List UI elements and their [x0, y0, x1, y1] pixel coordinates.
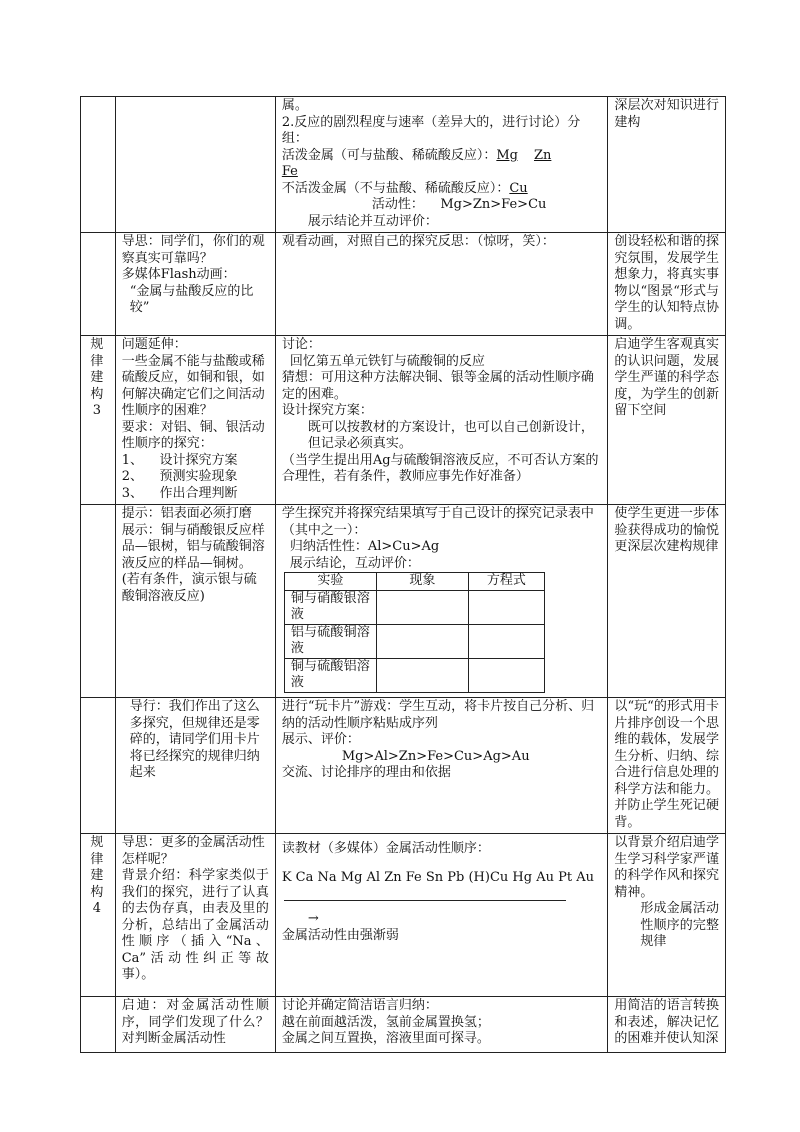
- equation-cell: [468, 658, 544, 692]
- table-row: [81, 834, 726, 997]
- observation-cell: [376, 658, 468, 692]
- text-line: 讨论并确定简洁语言归纳：: [281, 998, 438, 1013]
- text-line: 启迪学生客观真实的认识问题，发展学生严谨的科学态度，为学生的创新留下空间: [614, 337, 719, 418]
- column-header: 现象: [376, 573, 468, 591]
- metal-activity-series: K Ca Na Mg Al Zn Fe Sn Pb (H)Cu Hg Au Pt Au: [281, 869, 594, 885]
- text-line: 形成金属活动性顺序的完整规律: [640, 901, 719, 949]
- column-header: 方程式: [468, 573, 544, 591]
- text-line: 提示：铝表面必须打磨: [121, 506, 252, 521]
- equation-cell: [468, 590, 544, 624]
- text-line: “金属与盐酸反应的比较”: [129, 283, 254, 315]
- design-intent-cell: [608, 997, 726, 1053]
- text-line: [282, 164, 602, 181]
- text-line: 进行“玩卡片”游戏：学生互动，将卡片按自己分析、归纳的活动性顺序粘贴成序列: [281, 699, 595, 731]
- text-line: 猜想：可用这种方法解决铜、银等金属的活动性顺序确定的困难。: [281, 370, 594, 402]
- text-line: 既可以按教材的方案设计，也可以自己创新设计，但记录必须真实。: [307, 419, 594, 451]
- text-line: 属。: [281, 98, 308, 113]
- text-fragment: 活泼金属（可与盐酸、稀硫酸反应）：: [281, 147, 497, 163]
- text-line: 金属之间互置换，溶液里面可探寻。: [281, 1031, 490, 1046]
- student-activity-cell: [275, 698, 608, 834]
- text-line: 使学生更进一步体验获得成功的愉悦更深层次建构规律: [614, 506, 719, 554]
- observation-cell: [376, 590, 468, 624]
- text-line: 交流、讨论排序的理由和依据: [281, 765, 451, 780]
- student-activity-cell: [275, 336, 608, 505]
- teacher-activity-cell: [115, 233, 275, 336]
- stage-cell: [81, 997, 116, 1053]
- text-line: 导思：更多的金属活动性怎样呢？: [121, 835, 265, 867]
- text-line: 设计探究方案：: [281, 403, 373, 418]
- text-line: 以“玩“的形式用卡片排序创设一个思维的载体，发展学生分析、归纳、综合进行信息处理的科学方法和能力。并防止学生死记硬背。: [614, 699, 719, 830]
- text-line: 以背景介绍启迪学生学习科学家严谨的科学作风和探究精神。: [614, 835, 719, 900]
- text-line: 背景介绍：科学家类似于我们的探究，进行了认真的去伪存真，由表及里的分析，总结出了金属活动性顺序（插入“Na、Ca”活动性纠正等故事）。: [121, 868, 269, 982]
- text-line: 1、 设计探究方案: [121, 452, 238, 468]
- record-table-row: [284, 658, 544, 692]
- design-intent-cell: [608, 336, 726, 505]
- text-line: 展示结论并互动评价：: [307, 213, 438, 229]
- stage-label: 规律建构3: [81, 336, 116, 505]
- teacher-activity-cell: [115, 336, 275, 505]
- text-line: Mg>Al>Zn>Fe>Cu>Ag>Au: [341, 748, 530, 764]
- text-line: 讨论：: [281, 337, 321, 352]
- experiment-name: 铜与硫酸铝溶液: [284, 658, 376, 692]
- text-line: 问题延伸：: [121, 337, 187, 352]
- column-header: 实验: [284, 573, 376, 591]
- text-line: 越在前面越活泼，氢前金属置换氢；: [281, 1014, 490, 1030]
- stage-cell: [81, 698, 116, 834]
- metal-name: Cu: [509, 180, 528, 196]
- text-fragment: 不活泼金属（不与盐酸、稀硫酸反应）：: [281, 180, 510, 196]
- text-line: 2、 预测实验现象: [121, 469, 238, 484]
- teacher-activity-cell: [115, 97, 275, 233]
- record-table: [284, 572, 545, 693]
- stage-cell: [81, 505, 116, 698]
- table-row: [81, 233, 726, 336]
- text-line: 用简洁的语言转换和表述，解决记忆的困难并使认知深: [614, 998, 719, 1046]
- text-line: 读教材（多媒体）金属活动性顺序：: [281, 841, 490, 856]
- text-line: 一些金属不能与盐酸或稀硫酸反应，如铜和银，如何解决确定它们之间活动性顺序的困难？: [121, 353, 265, 418]
- text-line: 创设轻松和谐的探究氛围，发展学生想象力，将真实事物以“图景“形式与学生的认知特点协调。: [614, 234, 719, 332]
- text-line: 观看动画，对照自己的探究反思：（惊呀，笑）：: [281, 234, 555, 249]
- lesson-plan-table: [80, 96, 726, 1053]
- record-table-header: [284, 573, 544, 591]
- table-row: [81, 336, 726, 505]
- teacher-activity-cell: [115, 834, 275, 997]
- text-line: 多媒体Flash动画：: [121, 267, 236, 282]
- text-line: 3、 作出合理判断: [121, 485, 238, 501]
- table-row: [81, 997, 726, 1053]
- text-line: [282, 181, 602, 198]
- text-line: 展示结论，互动评价：: [289, 555, 420, 571]
- design-intent-cell: [608, 698, 726, 834]
- design-intent-cell: [608, 505, 726, 698]
- metal-name: Zn: [533, 147, 552, 163]
- metal-name: Mg: [496, 147, 518, 163]
- arrow-head: →: [307, 911, 319, 926]
- stage-cell: [81, 233, 116, 336]
- student-activity-cell: [275, 233, 608, 336]
- student-activity-cell: [275, 997, 608, 1053]
- record-table-row: [284, 590, 544, 624]
- record-table-row: [284, 624, 544, 658]
- text-line: 启迪：对金属活动性顺序，同学们发现了什么？对判断金属活动性: [121, 998, 269, 1046]
- text-line: 学生探究并将探究结果填写于自己设计的探究记录表中（其中之一）：: [281, 506, 594, 538]
- design-intent-cell: [608, 233, 726, 336]
- teacher-activity-cell: [115, 698, 275, 834]
- text-line: 展示：铜与硝酸银反应样品—银树，铝与硫酸铜溶液反应的样品—铜树。(若有条件，演示银与硫酸铜溶液反应): [121, 522, 265, 604]
- experiment-name: 铜与硝酸银溶液: [284, 590, 376, 624]
- text-line: 导行：我们作出了这么多探究，但规律还是零碎的，请同学们用卡片将已经探究的规律归纳起来: [129, 699, 260, 780]
- text-line: 回忆第五单元铁钉与硫酸铜的反应: [289, 353, 485, 369]
- table-row: [81, 97, 726, 233]
- student-activity-cell: [275, 97, 608, 233]
- text-line: （当学生提出用Ag与硫酸铜溶液反应，不可否认方案的合理性，若有条件，教师应事先作好准备）: [281, 452, 599, 484]
- design-intent-cell: [608, 834, 726, 997]
- text-line: 归纳活性性：Al>Cu>Ag: [289, 539, 440, 554]
- text-line: 金属活动性由强渐弱: [281, 927, 399, 943]
- experiment-name: 铝与硫酸铜溶液: [284, 624, 376, 658]
- student-activity-cell: [275, 834, 608, 997]
- equation-cell: [468, 624, 544, 658]
- stage-label: 规律建构4: [81, 834, 116, 997]
- design-intent-cell: [608, 97, 726, 233]
- teacher-activity-cell: [115, 505, 275, 698]
- text-line: 活动性： Mg>Zn>Fe>Cu: [371, 197, 547, 212]
- text-line: 导思：同学们，你们的观察真实可靠吗？: [121, 234, 265, 266]
- metal-name: Fe: [281, 164, 298, 179]
- table-row: [81, 698, 726, 834]
- text-line: 要求：对铝、铜、银活动性顺序的探究：: [121, 419, 265, 451]
- table-row: [81, 505, 726, 698]
- teacher-activity-cell: [115, 997, 275, 1053]
- observation-cell: [376, 624, 468, 658]
- stage-cell: [81, 97, 116, 233]
- student-activity-cell: [275, 505, 608, 698]
- arrow-line: [284, 900, 566, 901]
- text-line: 展示、评价：: [281, 732, 360, 747]
- text-line: 深层次对知识进行建构: [614, 98, 719, 130]
- text-line: 2.反应的剧烈程度与速率（差异大的，进行讨论）分组：: [281, 114, 581, 146]
- text-line: [282, 148, 602, 165]
